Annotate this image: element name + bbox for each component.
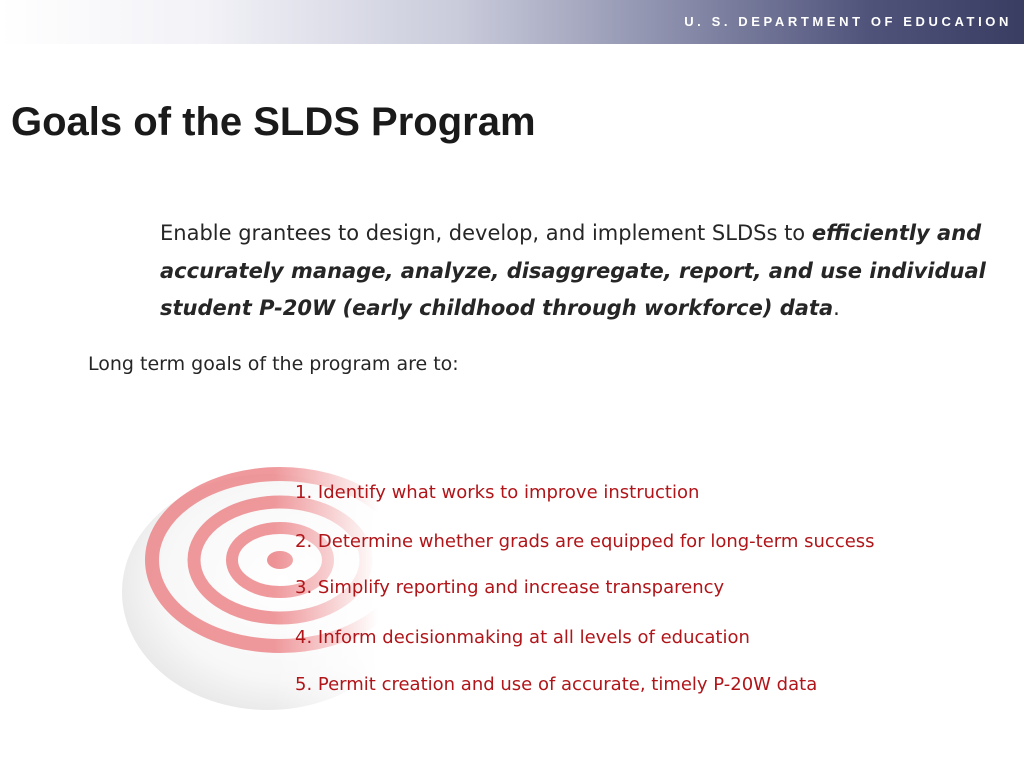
intro-tail-text: . (833, 296, 840, 320)
goal-item-2: 2. Determine whether grads are equipped for long-term success (295, 531, 875, 552)
page-title: Goals of the SLDS Program (11, 100, 536, 144)
intro-lead-text: Enable grantees to design, develop, and implement SLDSs to (160, 221, 812, 245)
header-band (0, 0, 1024, 44)
department-label: U. S. DEPARTMENT OF EDUCATION (684, 14, 1012, 29)
goal-item-1: 1. Identify what works to improve instruction (295, 482, 700, 503)
intro-paragraph (160, 215, 1000, 328)
goal-item-3: 3. Simplify reporting and increase transparency (295, 577, 725, 598)
goal-item-4: 4. Inform decisionmaking at all levels of education (295, 627, 750, 648)
goal-item-5: 5. Permit creation and use of accurate, timely P-20W data (295, 674, 818, 695)
longterm-goals-label: Long term goals of the program are to: (88, 353, 459, 375)
intro-emphasis-text: efficiently and accurately manage, analyze, disaggregate, report, and use individual student P-20W (early childhood through workforce) data (160, 221, 986, 320)
